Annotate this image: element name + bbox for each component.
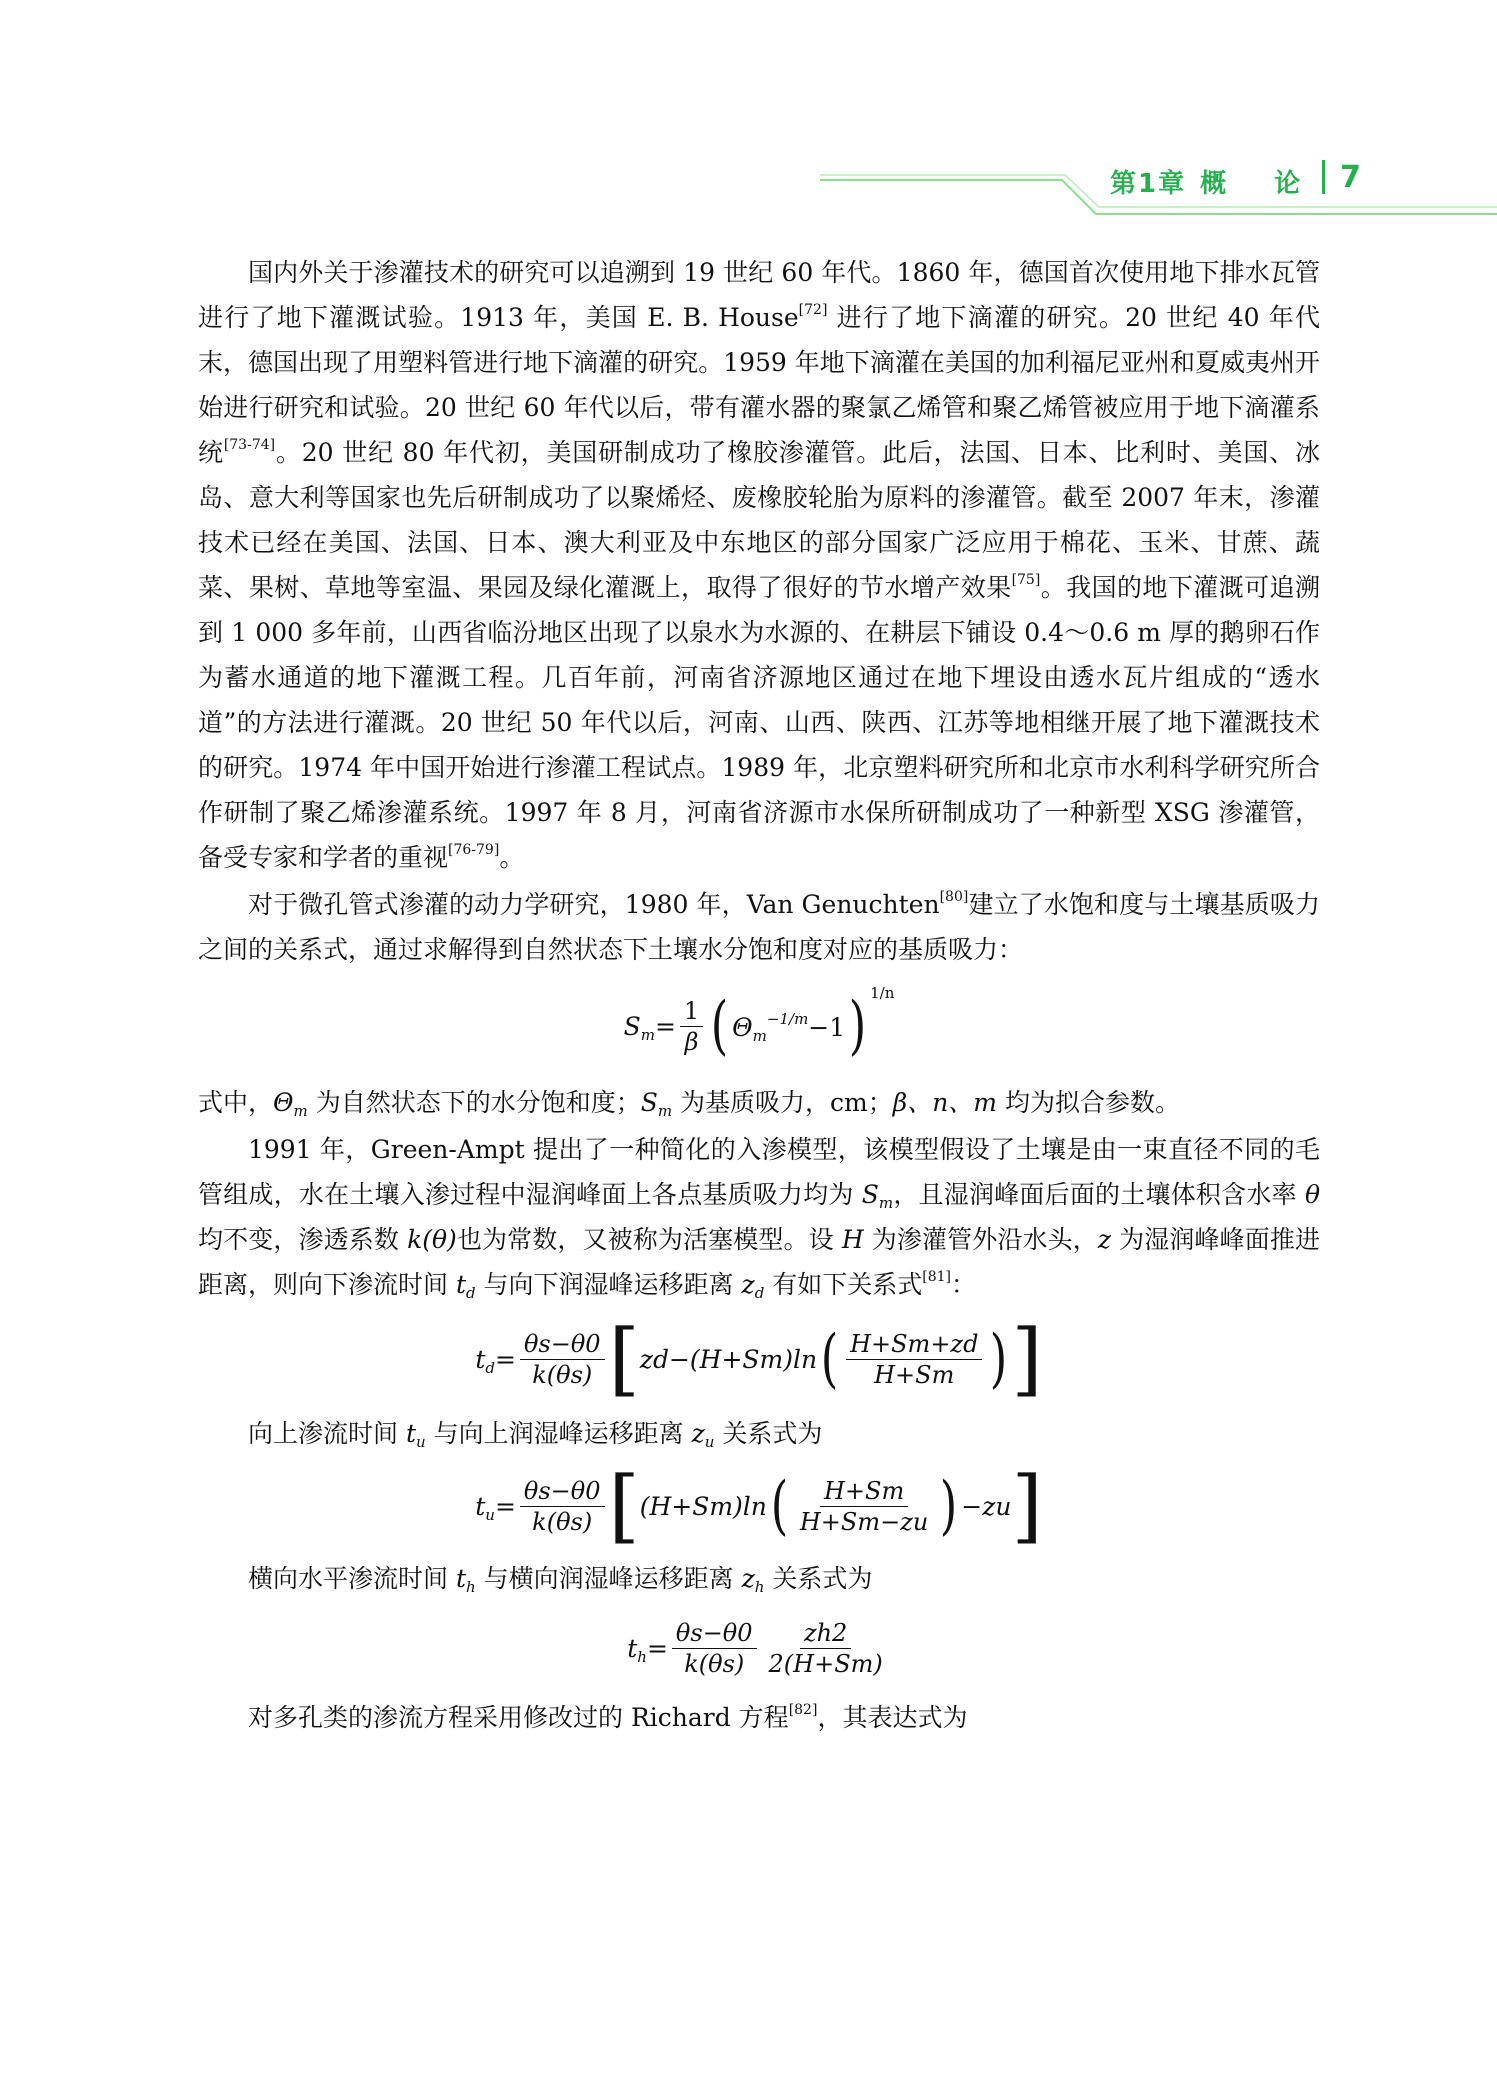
f3-rparen: ) bbox=[940, 1469, 958, 1543]
chapter-number: 第1章 bbox=[1110, 169, 1187, 199]
f2-lparen: ( bbox=[820, 1322, 839, 1396]
p1-text-d: 。我国的地下灌溉可追溯到 1 000 多年前，山西省临汾地区出现了以泉水为水源的、在耕层下铺设 0.4～0.6 m 厚的鹅卵石作为蓄水通道的地下灌溉工程。几百年前，河南省济源地区通过在地下埋设由透水瓦片组成的“透水道”的方法进行灌溉。20 世纪 50 年代以后，河南、山西、陕西、江苏等地相继开展了地下灌溉技术的研究。1974 年中国开始进行渗灌工程试点。1989 年，北京塑料研究所和北京市水利科学研究所合作研制了聚乙烯渗灌系统。1997 年 8 月，河南省济源市水保所研制成功了一种新型 XSG 渗灌管，备受专家和学者的重视 bbox=[198, 573, 1320, 872]
citation-81: [81] bbox=[922, 1269, 951, 1285]
f2-body: zd−(H+Sm)ln bbox=[639, 1344, 818, 1374]
paragraph-where bbox=[198, 1080, 1320, 1125]
page-content bbox=[198, 250, 1320, 1740]
p4-text-e: 为渗灌管外沿水头， bbox=[863, 1225, 1098, 1254]
f4-frac-1: $\frac{\theta s-\theta 0}{k(\theta s)}$ bbox=[672, 1618, 757, 1679]
chapter-title-2: 论 bbox=[1274, 169, 1303, 199]
sym-k-theta: k(θ) bbox=[407, 1225, 457, 1254]
f3-inner-frac: $\frac{H+Sm}{H+Sm-zu}$ bbox=[799, 1476, 929, 1536]
f3-frac: $\frac{\theta s-\theta 0}{k(\theta s)}$ bbox=[520, 1476, 605, 1537]
p4-text-c: 均不变，渗透系数 bbox=[198, 1225, 408, 1254]
p3-text-c: 为基质吸力，cm； bbox=[672, 1088, 893, 1117]
sym-td-sub: d bbox=[466, 1284, 476, 1302]
p3-text-d: 均为拟合参数。 bbox=[997, 1088, 1180, 1117]
p2-text-a: 对于微孔管式渗灌的动力学研究，1980 年，Van Genuchten bbox=[248, 890, 940, 919]
formula-van-genuchten bbox=[198, 978, 1320, 1074]
f4-frac-2: $\frac{zh2}{2(H+Sm)}$ bbox=[768, 1618, 883, 1678]
f2-lhs: $t_d=$ bbox=[475, 1344, 516, 1377]
sym-sm-2-sub: m bbox=[878, 1194, 894, 1212]
p4-text-b: ，且湿润峰面后面的土壤体积含水率 bbox=[893, 1180, 1305, 1209]
p5-text-a: 向上渗流时间 bbox=[248, 1419, 406, 1448]
f2-rparen: ) bbox=[990, 1322, 1008, 1396]
sym-theta-m-sub: m bbox=[293, 1102, 308, 1120]
sym-tu-sub: u bbox=[416, 1433, 426, 1451]
sym-zd-sub: d bbox=[754, 1284, 765, 1302]
sym-zu: z bbox=[691, 1419, 705, 1448]
formula-upward bbox=[198, 1459, 1320, 1552]
f3-lhs: $t_u=$ bbox=[475, 1491, 516, 1524]
p6-text-a: 横向水平渗流时间 bbox=[248, 1564, 456, 1593]
sym-th-sub: h bbox=[466, 1578, 476, 1596]
sym-th: t bbox=[455, 1564, 466, 1593]
sym-zd: z bbox=[741, 1270, 755, 1299]
p6-text-b: 与横向润湿峰运移距离 bbox=[475, 1564, 742, 1593]
paragraph-history bbox=[198, 250, 1320, 880]
chapter-label bbox=[1110, 163, 1302, 200]
citation-76-79: [76-79] bbox=[448, 842, 500, 858]
sym-h: H bbox=[841, 1225, 864, 1254]
p1-text-a: 国内外关于渗灌技术的研究可以追溯到 19 世纪 60 年代。1860 年，德国首次使用地下排水瓦管进行了地下灌溉试验。1913 年，美国 E. B. House bbox=[198, 258, 1320, 332]
p4-text-i: ： bbox=[951, 1270, 977, 1299]
f2-lbracket: [ bbox=[608, 1312, 640, 1405]
formula-downward bbox=[198, 1313, 1320, 1405]
f1-rparen: ) bbox=[848, 989, 867, 1063]
paragraph-green-ampt bbox=[198, 1127, 1320, 1307]
sym-sm-2: S bbox=[861, 1180, 879, 1209]
paragraph-horizontal bbox=[198, 1556, 1320, 1601]
f3-rbracket: ] bbox=[1011, 1459, 1043, 1552]
chapter-title-1: 概 bbox=[1200, 169, 1229, 199]
f3-tail: −zu bbox=[961, 1491, 1012, 1521]
p4-text-d: 也为常数，又被称为活塞模型。设 bbox=[456, 1225, 842, 1254]
sym-theta-m: Θ bbox=[273, 1088, 294, 1117]
f2-frac: $\frac{\theta s-\theta 0}{k(\theta s)}$ bbox=[520, 1329, 605, 1390]
f4-lhs: $t_h=$ bbox=[627, 1633, 668, 1666]
citation-72: [72] bbox=[798, 302, 828, 318]
f2-rbracket: ] bbox=[1011, 1312, 1043, 1405]
p2-text-b: 建立了水饱和度与土壤基质吸力之间的关系式，通过求解得到自然状态下土壤水分饱和度对应的基质吸力： bbox=[198, 890, 1321, 964]
p7-text-a: 对多孔类的渗流方程采用修改过的 Richard 方程 bbox=[248, 1703, 789, 1732]
sym-beta-n-m: β、n、m bbox=[892, 1088, 997, 1117]
p5-text-c: 关系式为 bbox=[714, 1419, 823, 1448]
citation-82: [82] bbox=[788, 1702, 818, 1718]
sym-zu-sub: u bbox=[704, 1433, 715, 1451]
p3-text-a: 式中， bbox=[198, 1088, 274, 1117]
f2-inner-frac: $\frac{H+Sm+zd}{H+Sm}$ bbox=[846, 1329, 982, 1390]
f1-frac: $\frac{1}{\beta}$ bbox=[680, 996, 703, 1057]
f1-lparen: ( bbox=[710, 989, 729, 1063]
sym-sm: S bbox=[640, 1088, 658, 1117]
page-separator bbox=[1322, 160, 1325, 194]
sym-z: z bbox=[1097, 1225, 1112, 1254]
p4-text-h: 有如下关系式 bbox=[764, 1270, 923, 1299]
f1-inner: $\Theta_m^{-1/m}-1$ bbox=[732, 1010, 846, 1045]
p1-text-b: 进行了地下滴灌的研究。20 世纪 40 年代末，德国出现了用塑料管进行地下滴灌的研究。1959 年地下滴灌在美国的加利福尼亚州和夏威夷州开始进行研究和试验。20 世纪 60 年代以后，带有灌水器的聚氯乙烯管和聚乙烯管被应用于地下滴灌系统 bbox=[198, 303, 1320, 467]
sym-tu: t bbox=[405, 1419, 416, 1448]
p5-text-b: 与向上润湿峰运移距离 bbox=[425, 1419, 692, 1448]
sym-td: t bbox=[455, 1270, 466, 1299]
sym-theta: θ bbox=[1304, 1180, 1320, 1209]
f1-lhs: $S_m=$ bbox=[623, 1011, 676, 1044]
paragraph-richard bbox=[198, 1695, 1320, 1740]
p7-text-b: ，其表达式为 bbox=[817, 1703, 968, 1732]
p1-text-c: 。20 世纪 80 年代初，美国研制成功了橡胶渗灌管。此后，法国、日本、比利时、美国、冰岛、意大利等国家也先后研制成功了以聚烯烃、废橡胶轮胎为原料的渗灌管。截至 2007 年末，渗灌技术已经在美国、法国、日本、澳大利亚及中东地区的部分国家广泛应用于棉花、玉米、甘蔗、蔬菜、果树、草地等室温、果园及绿化灌溉上，取得了很好的节水增产效果 bbox=[198, 438, 1320, 602]
f3-body: (H+Sm)ln bbox=[639, 1491, 767, 1521]
p4-text-g: 与向下润湿峰运移距离 bbox=[475, 1270, 742, 1299]
page-header bbox=[0, 0, 1497, 220]
citation-73-74: [73-74] bbox=[223, 437, 276, 453]
p1-text-e: 。 bbox=[499, 843, 525, 872]
p3-text-b: 为自然状态下的水分饱和度； bbox=[307, 1088, 641, 1117]
p4-text-a: 1991 年，Green-Ampt 提出了一种简化的入渗模型，该模型假设了土壤是由一束直径不同的毛管组成，水在土壤入渗过程中湿润峰面上各点基质吸力均为 bbox=[198, 1135, 1320, 1209]
f1-outer-exp: 1/n bbox=[870, 984, 895, 1002]
sym-zh: z bbox=[741, 1564, 755, 1593]
page-number: 7 bbox=[1340, 160, 1361, 195]
p6-text-c: 关系式为 bbox=[764, 1564, 873, 1593]
sym-zh-sub: h bbox=[754, 1578, 765, 1596]
paragraph-upward bbox=[198, 1411, 1320, 1456]
sym-sm-sub: m bbox=[657, 1102, 673, 1120]
paragraph-van-genuchten bbox=[198, 882, 1320, 972]
f3-lparen: ( bbox=[770, 1469, 789, 1543]
p4-text-f: 为湿润峰峰面推进距离，则向下渗流时间 bbox=[198, 1225, 1321, 1299]
citation-75: [75] bbox=[1011, 572, 1041, 588]
f3-lbracket: [ bbox=[608, 1459, 640, 1552]
citation-80: [80] bbox=[939, 889, 969, 905]
formula-horizontal bbox=[198, 1607, 1320, 1689]
